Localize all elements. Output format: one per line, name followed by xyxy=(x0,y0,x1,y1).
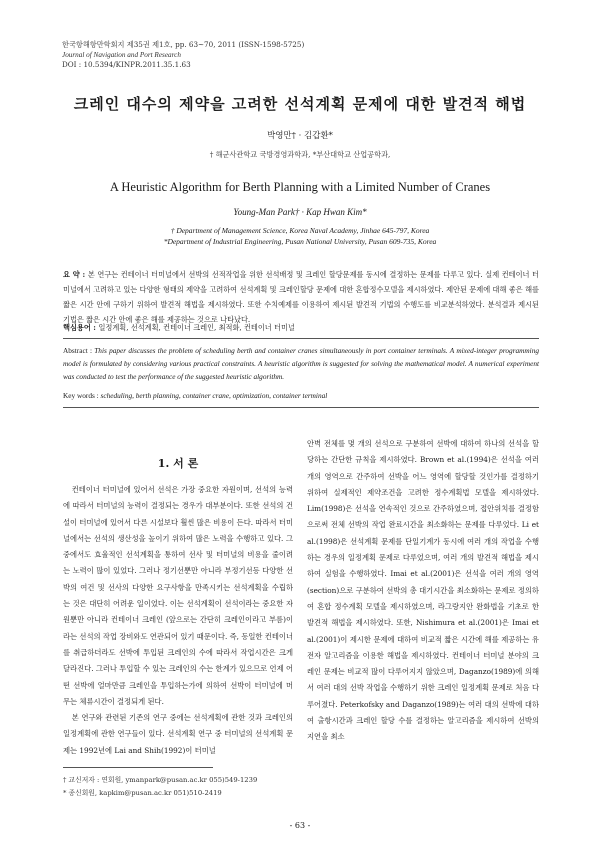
abstract-divider-top xyxy=(63,338,539,339)
korean-affiliations: † 해군사관학교 국방경영과학과, *부산대학교 산업공학과, xyxy=(209,150,391,159)
english-affiliation-1: † Department of Management Science, Korea Naval Academy, Jinhae 645-797, Korea xyxy=(170,226,430,235)
english-abstract-label: Abstract : xyxy=(63,346,95,355)
journal-header xyxy=(62,40,304,70)
korean-title: 크레인 대수의 제약을 고려한 선석계획 문제에 대한 발견적 해법 xyxy=(73,95,527,113)
english-keywords-label: Key words : xyxy=(63,391,101,400)
body-column-left xyxy=(63,482,293,759)
english-abstract xyxy=(63,344,539,383)
english-abstract-text: This paper discusses the problem of scheduling berth and container cranes simultaneously in port container terminals. A mixed-integer programming model is formulated by considering various practical constraints. A heuristic algorithm is suggested for solving the mathematical model. A numerical experiment was conducted to test the performance of the suggested heuristic algorithm. xyxy=(63,346,539,381)
page-number: - 63 - xyxy=(289,821,311,830)
korean-authors: 박영만† · 김갑환* xyxy=(267,131,333,141)
korean-keywords xyxy=(63,323,295,333)
korean-keywords-label: 핵심용어 : xyxy=(63,323,99,332)
korean-abstract-label: 요 약 : xyxy=(63,270,88,279)
english-affiliation-2: *Department of Industrial Engineering, Pusan National University, Pusan 609-735, Korea xyxy=(163,237,437,246)
abstract-divider-bottom xyxy=(63,407,539,408)
paragraph: 본 연구와 관련된 기존의 연구 중에는 선석계획에 관한 것과 크레인의 일정계획에 관한 연구들이 있다. 선석계획 연구 중 터미널의 선석계획 문제는 1992년에 Lai and Shih(1992)이 터미널 xyxy=(63,713,293,755)
section-heading-introduction: 1. 서 론 xyxy=(157,457,199,470)
english-affiliations xyxy=(0,225,600,247)
korean-keywords-text: 일정계획, 선석계획, 컨테이너 크레인, 최적화, 컨테이너 터미널 xyxy=(98,323,295,332)
header-line-2: Journal of Navigation and Port Research xyxy=(62,51,181,59)
english-keywords xyxy=(63,391,327,400)
english-keywords-text: scheduling, berth planning, container crane, optimization, container terminal xyxy=(100,391,328,400)
english-title: A Heuristic Algorithm for Berth Planning with a Limited Number of Cranes xyxy=(109,180,491,194)
footnote-corresponding-author: † 교신저자 : 연회원, ymanpark@pusan.ac.kr 055)549-1239 xyxy=(63,776,258,784)
footnote-coauthor: * 종신회원, kapkim@pusan.ac.kr 051)510-2419 xyxy=(63,789,222,797)
header-line-3: DOI : 10.5394/KINPR.2011.35.1.63 xyxy=(62,60,191,69)
body-column-right xyxy=(307,436,539,746)
paragraph: 안벽 전체를 몇 개의 선석으로 구분하여 선박에 대하여 하나의 선석을 할당하는 간단한 규칙을 제시하였다. Brown et al.(1994)은 선석을 여러 개의 영역으로 간주하여 선박을 어느 영역에 할당할 것인가를 결정하기 위하여 실제적인 제약조건을 고려한 정수계획법 모델을 제시하였다. Lim(1998)은 선석을 연속적인 것으로 간주하였으며, 접안위치를 결정함으로써 전체 선박의 작업 완료시간을 최소화하는 문제를 다루었다. Li et al.(1998)은 선석계획 문제를 단일기계가 동시에 여러 개의 작업을 수행하는 경우의 일정계획 문제로 다루었으며, 여러 개의 발견적 해법을 제시하여 실험을 수행하였다. Imai et al.(2001)은 선석을 여러 개의 영역(section)으로 구분하여 선박의 총 대기시간을 최소화하는 문제로 정의하여 혼합 정수계획 모델을 제시하였으며, 라그랑지안 완화법을 기초로 한 발견적 해법을 제시하였다. 또한, Nishimura et al.(2001)은 Imai et al.(2001)이 제시한 문제에 대하여 비교적 짧은 시간에 해를 제공하는 유전자 알고리즘을 이용한 해법을 제시하였다. 컨테이너 터미널 분야의 크레인 문제는 비교적 많이 다루어지지 않았으며, Daganzo(1989)에 의해서 여러 대의 선박 작업을 수행하기 위한 크레인 일정계획 문제로 처음 다루어졌다. Peterkofsky and Daganzo(1989)는 여러 대의 선박에 대하여 출항시간과 크레인 할당 수를 결정하는 알고리즘을 제시하여 선박의 지연을 최소 xyxy=(307,439,539,742)
footnote-divider xyxy=(63,767,213,768)
korean-abstract-text: 본 연구는 컨테이너 터미널에서 선박의 선적작업을 위한 선석배정 및 크레인 할당문제를 동시에 결정하는 문제를 다루고 있다. 실제 컨테이너 터미널에서 고려하고 있는 다양한 형태의 제약을 고려하여 선석계획 및 크레인할당 문제에 대한 혼합정수모델을 제시하였다. 제안된 문제에 대해 좋은 해를 짧은 시간 안에 구하기 위하여 발견적 해법을 제시하였다. 또한 수치예제를 이용하여 제시된 발견적 기법의 수행도를 비교분석하였다. 분석결과 제시된 기법은 짧은 시간 안에 좋은 해를 제공하는 것으로 나타났다. xyxy=(63,270,540,324)
korean-abstract xyxy=(63,267,539,327)
english-authors: Young-Man Park† · Kap Hwan Kim* xyxy=(233,207,367,217)
paragraph: 컨테이너 터미널에 있어서 선석은 가장 중요한 자원이며, 선석의 능력에 따라서 터미널의 능력이 결정되는 경우가 대부분이다. 또한 선석의 건설이 터미널에 있어서 다른 시설보다 훨씬 많은 비용이 든다. 따라서 터미널에서는 선석의 생산성을 높이기 위하여 많은 노력을 수행하고 있다. 그 중에서도 효율적인 선석계획을 통하여 선사 및 터미널의 비용을 줄이려는 노력이 많이 있었다. 그러나 정기선뿐만 아니라 부정기선등 다양한 선박의 여건 및 선사의 다양한 요구사항을 만족시키는 선석계획을 수립하는 것은 대단히 어려운 일이었다. 이는 선석계획이 선석이라는 중요한 자원뿐만 아니라 컨테이너 크레인 (앞으로는 간단히 크레인이라고 부름)이라는 선석의 작업 장비와도 연관되어 있기 때문이다. 즉, 동일한 컨테이너를 취급하더라도 선박에 투입된 크레인의 수에 따라서 작업시간은 크게 달라진다. 그러나 투입할 수 있는 크레인의 수는 한계가 있으므로 언제 어떤 선박에 얼마만큼 크레인을 투입하는가에 의하여 선박이 터미널에 머무는 체류시간이 결정되게 된다. xyxy=(63,485,293,706)
header-line-1: 한국항해항만학회지 제35권 제1호, pp. 63~70, 2011 (ISSN-1598-5725) xyxy=(62,40,305,49)
